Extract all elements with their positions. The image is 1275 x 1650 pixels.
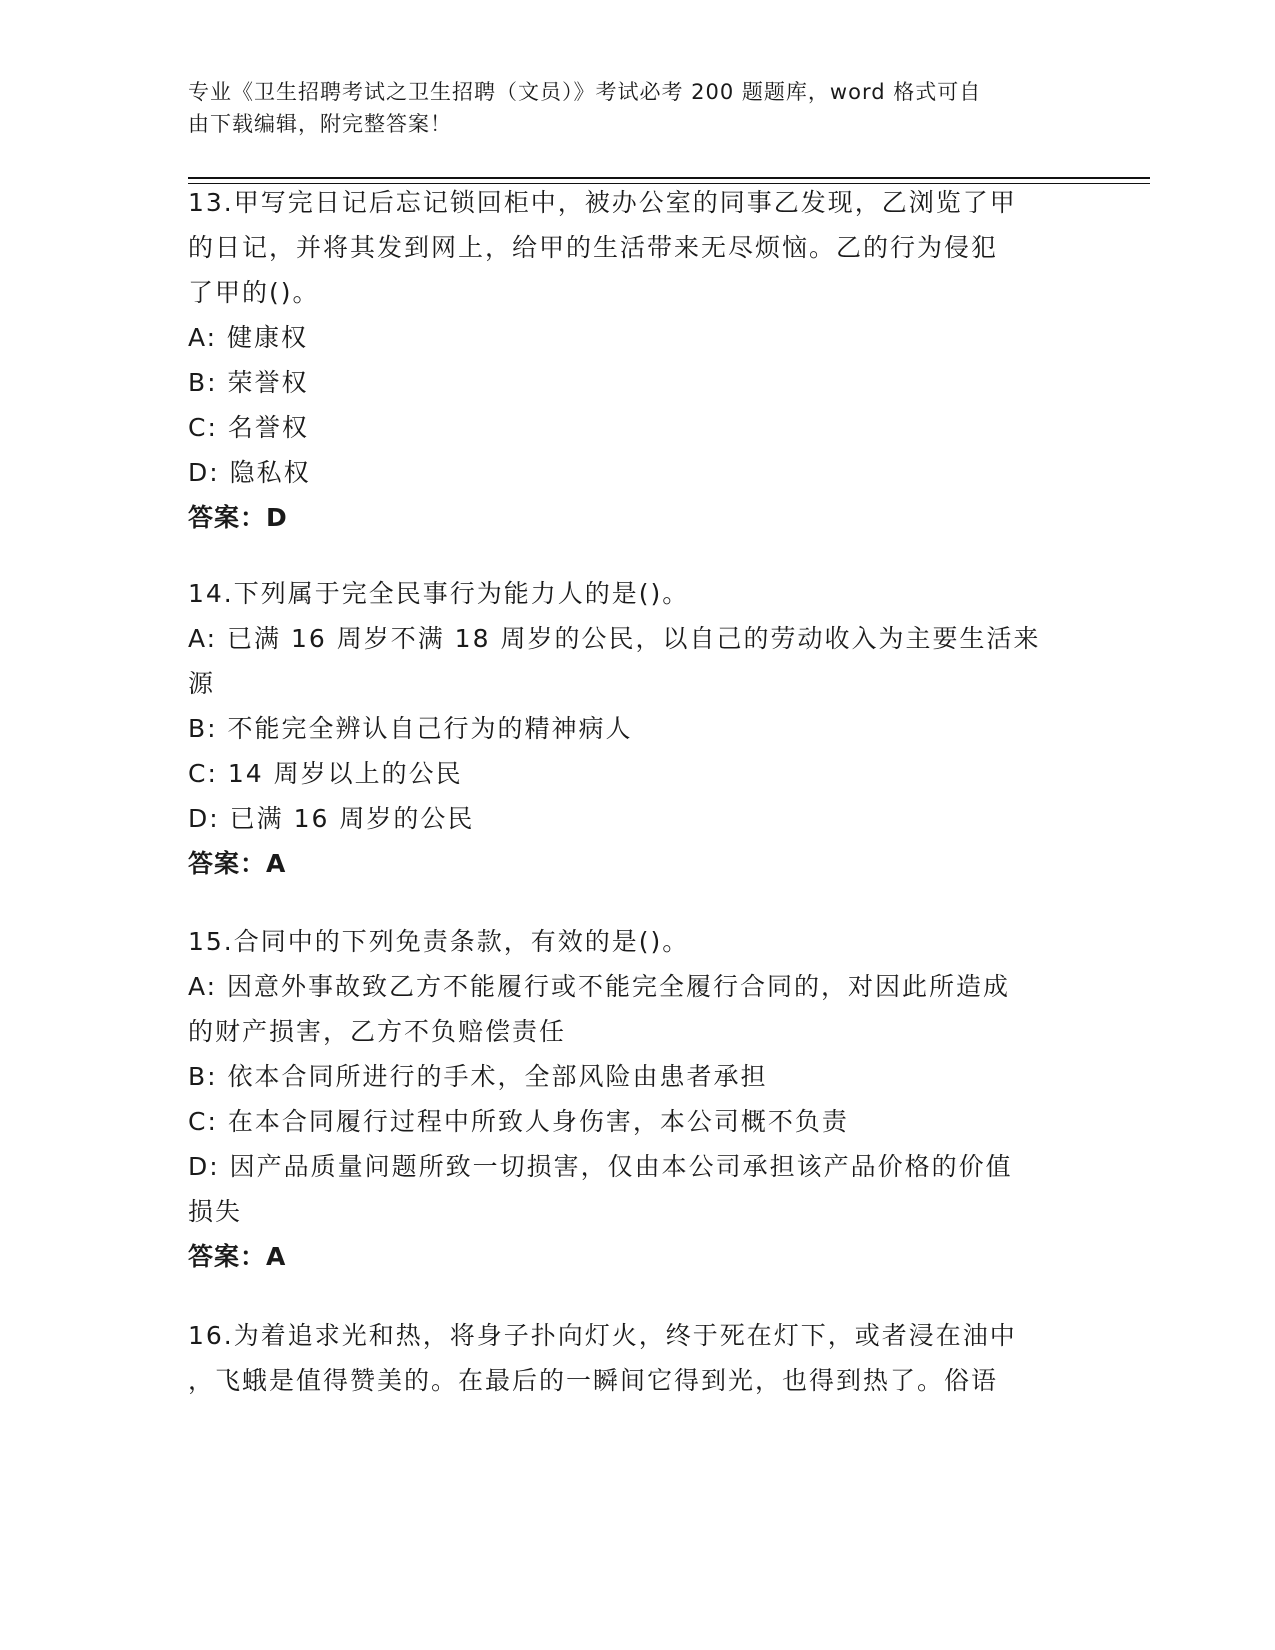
question-stem-line: 的日记，并将其发到网上，给甲的生活带来无尽烦恼。乙的行为侵犯 — [188, 233, 999, 262]
option-a-continued: 的财产损害，乙方不负赔偿责任 — [188, 1017, 567, 1046]
option-a: A: 因意外事故致乙方不能履行或不能完全履行合同的，对因此所造成 — [188, 972, 1011, 1001]
question-stem-line: 14.下列属于完全民事行为能力人的是()。 — [188, 579, 690, 608]
option-c: C: 名誉权 — [188, 413, 309, 442]
option-d: D: 已满 16 周岁的公民 — [188, 804, 475, 833]
answer-line: 答案：A — [188, 1242, 287, 1271]
answer-line: 答案：D — [188, 503, 288, 532]
question-stem-line: 15.合同中的下列免责条款，有效的是()。 — [188, 927, 690, 956]
header-line-2: 由下载编辑，附完整答案！ — [188, 112, 452, 136]
option-b: B: 依本合同所进行的手术，全部风险由患者承担 — [188, 1062, 768, 1091]
option-d-continued: 损失 — [188, 1197, 243, 1226]
option-a: A: 已满 16 周岁不满 18 周岁的公民，以自己的劳动收入为主要生活来 — [188, 624, 1041, 653]
question-13 — [188, 180, 1068, 540]
question-stem-line: 13.甲写完日记后忘记锁回柜中，被办公室的同事乙发现，乙浏览了甲 — [188, 188, 1017, 217]
option-b: B: 不能完全辨认自己行为的精神病人 — [188, 714, 633, 743]
option-b: B: 荣誉权 — [188, 368, 309, 397]
question-15 — [188, 919, 1068, 1279]
question-16 — [188, 1313, 1068, 1403]
option-d: D: 隐私权 — [188, 458, 311, 487]
question-14 — [188, 571, 1068, 886]
answer-line: 答案：A — [188, 849, 287, 878]
question-stem-line: 了甲的()。 — [188, 278, 320, 307]
question-stem-line: 16.为着追求光和热，将身子扑向灯火，终于死在灯下，或者浸在油中 — [188, 1321, 1017, 1350]
option-c: C: 14 周岁以上的公民 — [188, 759, 463, 788]
option-a-continued: 源 — [188, 669, 216, 698]
option-d: D: 因产品质量问题所致一切损害，仅由本公司承担该产品价格的价值 — [188, 1152, 1013, 1181]
question-stem-line: ，飞蛾是值得赞美的。在最后的一瞬间它得到光，也得到热了。俗语 — [188, 1366, 999, 1395]
option-a: A: 健康权 — [188, 323, 309, 352]
header-line-1: 专业《卫生招聘考试之卫生招聘（文员）》考试必考 200 题题库，word 格式可自 — [188, 80, 982, 104]
option-c: C: 在本合同履行过程中所致人身伤害，本公司概不负责 — [188, 1107, 849, 1136]
document-header — [188, 76, 1068, 140]
